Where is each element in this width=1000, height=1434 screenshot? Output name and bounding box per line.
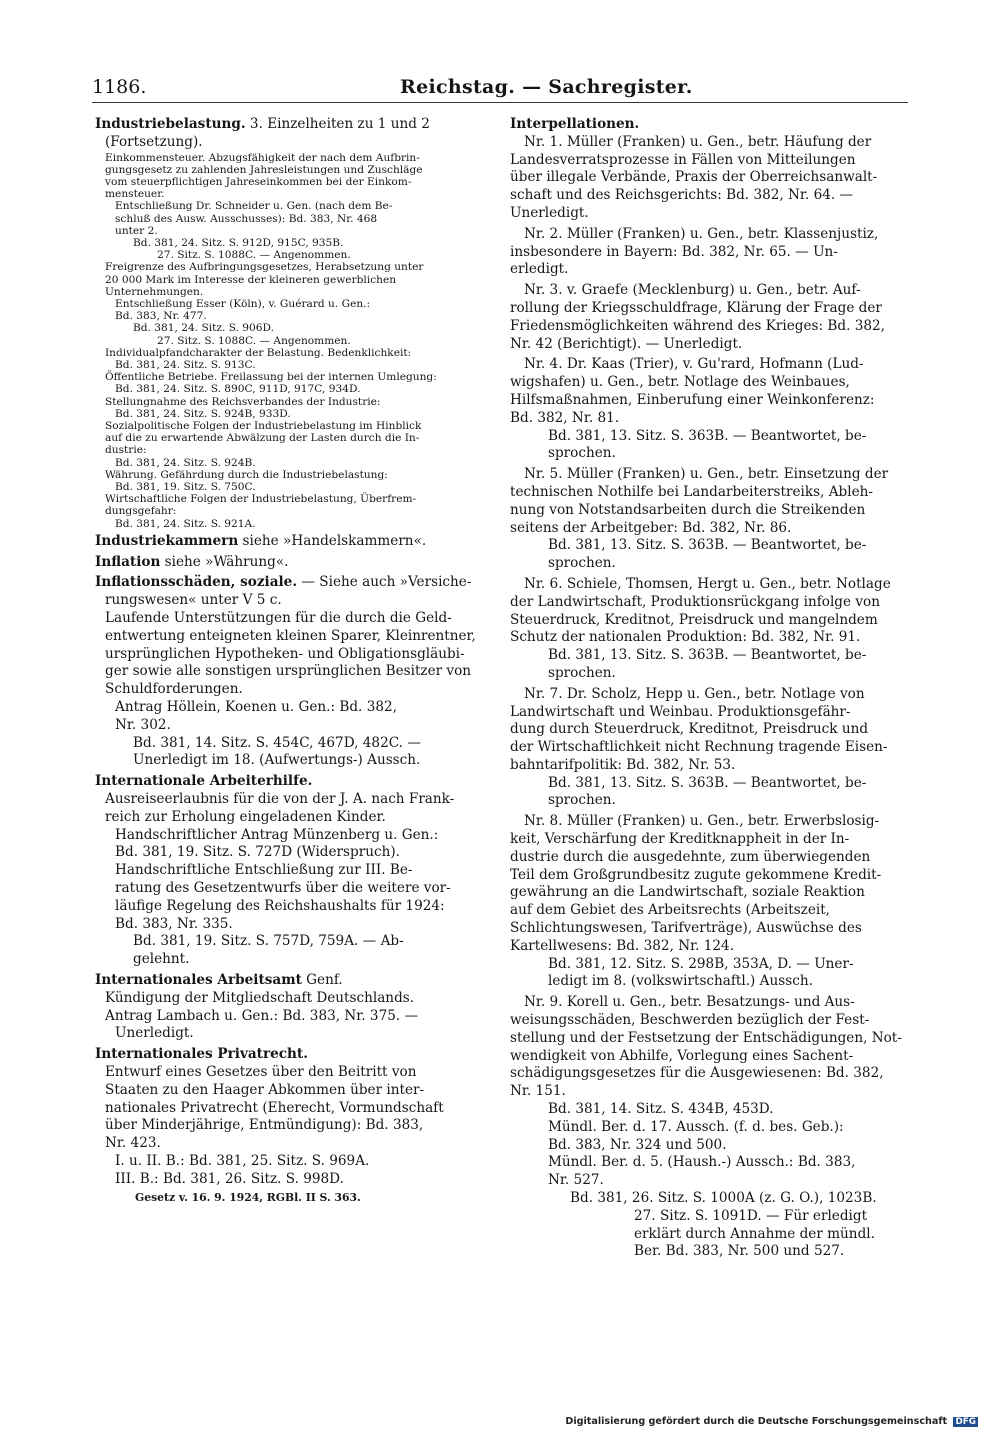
text-line: Landwirtschaft und Weinbau. Produktionsgefähr-	[510, 703, 851, 720]
text-line: schluß des Ausw. Ausschusses): Bd. 383, Nr. 468	[115, 212, 378, 225]
text-line: erledigt.	[510, 261, 569, 278]
text-line: Bd. 381, 14. Sitz. S. 454C, 467D, 482C. —	[133, 734, 421, 751]
text-line: Nr. 1. Müller (Franken) u. Gen., betr. Häufung der	[524, 133, 872, 150]
text-line: Nr. 527.	[548, 1172, 604, 1189]
entry-industriebelastung	[95, 116, 503, 530]
text-line: dung durch Steuerdruck, Kreditnot, Preisdruck und	[510, 721, 869, 738]
interpellation-2	[510, 226, 908, 279]
text-line: Stellungnahme des Reichsverbandes der Industrie:	[105, 395, 381, 408]
text-line: erklärt durch Annahme der mündl.	[634, 1225, 875, 1242]
text-line: Bd. 381, 24. Sitz. S. 921A.	[115, 517, 256, 530]
text-line: Antrag Lambach u. Gen.: Bd. 383, Nr. 375. —	[105, 1007, 419, 1024]
text-line: nationales Privatrecht (Eherecht, Vormundschaft	[105, 1099, 444, 1116]
text-line: Unerledigt.	[115, 1025, 194, 1042]
interpellation-9	[510, 994, 908, 1261]
text-line: Bd. 381, 13. Sitz. S. 363B. — Beantwortet, be-	[548, 537, 867, 554]
text-line: Nr. 6. Schiele, Thomsen, Hergt u. Gen., betr. Notlage	[524, 575, 891, 592]
text-line: Individualpfandcharakter der Belastung. Bedenklichkeit:	[105, 346, 412, 359]
interpellation-1	[510, 134, 908, 223]
text-line: Bd. 381, 19. Sitz. S. 750C.	[115, 481, 256, 494]
law-reference: Gesetz v. 16. 9. 1924, RGBl. II S. 363.	[135, 1190, 361, 1204]
text-line: ledigt im 8. (volkswirtschaftl.) Aussch.	[548, 973, 813, 990]
text-line: Bd. 381, 24. Sitz. S. 890C, 911D, 917C, 934D.	[115, 383, 361, 396]
running-title: Reichstag. — Sachregister.	[400, 76, 693, 98]
text-line: Schuldforderungen.	[105, 681, 243, 698]
interpellation-6	[510, 576, 908, 683]
interpellation-8	[510, 813, 908, 991]
text-line: Bd. 381, 14. Sitz. S. 434B, 453D.	[548, 1101, 774, 1118]
text-line: wigshafen) u. Gen., betr. Notlage des Weinbaues,	[510, 374, 850, 391]
text-line: Bd. 381, 24. Sitz. S. 906D.	[133, 322, 275, 335]
text-line: nung von Notstandsarbeiten durch die Streikenden	[510, 501, 866, 518]
text-line: Sozialpolitische Folgen der Industriebelastung im Hinblick	[105, 420, 422, 433]
text-line: Schlichtungswesen, Tarifverträge), Auswüchse des	[510, 920, 862, 937]
entry-heading: Internationales Privatrecht.	[95, 1046, 308, 1063]
entry-inflation	[95, 554, 503, 572]
text-line: sprochen.	[548, 445, 616, 462]
text-line: Bd. 381, 26. Sitz. S. 1000A (z. G. O.), 1023B.	[570, 1190, 877, 1207]
text-line: sprochen.	[548, 664, 616, 681]
text-line: über illegale Verbände, Praxis der Oberreichsanwalt-	[510, 169, 878, 186]
text-line: 27. Sitz. S. 1088C. — Angenommen.	[157, 249, 351, 262]
text-line: Nr. 42 (Berichtigt). — Unerledigt.	[510, 335, 743, 352]
interpellation-5	[510, 466, 908, 573]
text-line: Bd. 381, 19. Sitz. S. 727D (Widerspruch).	[115, 844, 400, 861]
text-line: insbesondere in Bayern: Bd. 382, Nr. 65. — Un-	[510, 243, 838, 260]
text-line: seitens der Arbeitgeber: Bd. 382, Nr. 86.	[510, 519, 792, 536]
text-line: entwertung enteigneten kleinen Sparer, Kleinrentner,	[105, 627, 476, 644]
text-line: wendigkeit von Abhilfe, Vorlegung eines Sachent-	[510, 1047, 854, 1064]
text-line: Bd. 382, Nr. 81.	[510, 409, 620, 426]
text-line: Bd. 383, Nr. 324 und 500.	[548, 1136, 727, 1153]
left-column	[95, 116, 503, 1204]
text-line: Einkommensteuer. Abzugsfähigkeit der nach dem Aufbrin-	[105, 151, 420, 164]
text-line: gelehnt.	[133, 951, 190, 968]
text-line: Nr. 3. v. Graefe (Mecklenburg) u. Gen., betr. Auf-	[524, 282, 861, 299]
text-line: III. B.: Bd. 381, 26. Sitz. S. 998D.	[115, 1170, 344, 1187]
interpellation-3	[510, 282, 908, 353]
text-line: Öffentliche Betriebe. Freilassung bei der internen Umlegung:	[105, 371, 437, 384]
text-line: sprochen.	[548, 555, 616, 572]
text-line: sprochen.	[548, 792, 616, 809]
text-line: Entschließung Dr. Schneider u. Gen. (nach dem Be-	[115, 200, 393, 213]
text-line: Nr. 9. Korell u. Gen., betr. Besatzungs- und Aus-	[524, 994, 855, 1011]
text-line: Wirtschaftliche Folgen der Industriebelastung, Überfrem-	[105, 493, 417, 506]
credit-text: Digitalisierung gefördert durch die Deutsche Forschungsgemeinschaft	[565, 1416, 948, 1427]
entry-heading: Internationales Arbeitsamt	[95, 972, 302, 989]
entry-heading-rest: — Siehe auch »Versiche-	[297, 574, 472, 591]
text-line: ger sowie alle sonstigen ursprünglichen Besitzer von	[105, 663, 472, 680]
text-line: stellung und der Festsetzung der Entschädigungen, Not-	[510, 1029, 902, 1046]
text-line: Kündigung der Mitgliedschaft Deutschlands.	[105, 989, 415, 1006]
text-line: rungswesen« unter V 5 c.	[105, 592, 282, 609]
text-line: Antrag Höllein, Koenen u. Gen.: Bd. 382,	[115, 699, 397, 716]
text-line: Nr. 8. Müller (Franken) u. Gen., betr. Erwerbslosig-	[524, 813, 880, 830]
entry-heading: Inflationsschäden, soziale.	[95, 574, 298, 591]
text-line: 27. Sitz. S. 1088C. — Angenommen.	[157, 334, 351, 347]
text-line: 27. Sitz. S. 1091D. — Für erledigt	[634, 1207, 868, 1224]
section-heading: Interpellationen.	[510, 116, 640, 132]
text-line: Nr. 302.	[115, 716, 171, 733]
text-line: Bd. 381, 13. Sitz. S. 363B. — Beantwortet, be-	[548, 774, 867, 791]
entry-internationales-arbeitsamt	[95, 972, 503, 1043]
text-line: 20 000 Mark im Interesse der kleineren gewerblichen	[105, 273, 397, 286]
text-line: Bd. 383, Nr. 335.	[115, 915, 233, 932]
text-line: ratung des Gesetzentwurfs über die weitere vor-	[115, 880, 451, 897]
dfg-logo: DFG	[955, 1417, 976, 1427]
text-line: Bd. 381, 24. Sitz. S. 913C.	[115, 359, 256, 372]
text-line: vom steuerpflichtigen Jahreseinkommen bei der Einkom-	[105, 176, 412, 188]
right-column	[510, 116, 908, 1261]
page-number: 1186.	[92, 76, 147, 98]
text-line: schaft und des Reichsgerichts: Bd. 382, Nr. 64. —	[510, 187, 854, 204]
text-line: ursprünglichen Hypotheken- und Obligationsgläubi-	[105, 645, 465, 662]
text-line: über Minderjährige, Entmündigung): Bd. 383,	[105, 1117, 424, 1134]
text-line: Laufende Unterstützungen für die durch die Geld-	[105, 610, 452, 627]
text-line: auf dem Gebiet des Arbeitsrechts (Arbeitszeit,	[510, 902, 831, 919]
interpellation-4	[510, 356, 908, 463]
text-line: Steuerdruck, Kreditnot, Preisdruck und mangelndem	[510, 611, 878, 628]
text-line: gewährung an die Landwirtschaft, soziale Reaktion	[510, 884, 865, 901]
text-line: Entwurf eines Gesetzes über den Beitritt von	[105, 1064, 417, 1080]
text-line: Ausreiseerlaubnis für die von der J. A. nach Frank-	[105, 791, 455, 808]
text-line: Kartellwesens: Bd. 382, Nr. 124.	[510, 937, 735, 954]
text-line: Nr. 423.	[105, 1135, 161, 1152]
entry-heading: Industriekammern	[95, 532, 239, 549]
entry-heading-rest: siehe »Währung«.	[160, 553, 289, 570]
text-line: Bd. 381, 19. Sitz. S. 757D, 759A. — Ab-	[133, 933, 404, 950]
text-line: schädigungsgesetzes für die Ausgewiesenen: Bd. 382,	[510, 1065, 884, 1082]
text-line: keit, Verschärfung der Kreditknappheit in der In-	[510, 831, 850, 848]
text-line: unter 2.	[115, 224, 158, 237]
entry-heading-rest: 3. Einzelheiten zu 1 und 2	[245, 116, 430, 132]
text-line: läufige Regelung des Reichshaushalts für 1924:	[115, 897, 445, 914]
text-line: bahntarifpolitik: Bd. 382, Nr. 53.	[510, 756, 736, 773]
text-line: Nr. 2. Müller (Franken) u. Gen., betr. Klassenjustiz,	[524, 225, 879, 242]
entry-industriekammern	[95, 533, 503, 551]
text-line: der Landwirtschaft, Produktionsrückgang infolge von	[510, 593, 880, 610]
entry-heading-rest: siehe »Handelskammern«.	[238, 532, 427, 549]
text-line: reich zur Erholung eingeladenen Kinder.	[105, 808, 386, 825]
text-line: rollung der Kriegsschuldfrage, Klärung der Frage der	[510, 299, 882, 316]
text-line: (Fortsetzung).	[105, 133, 203, 150]
entry-internationale-arbeiterhilfe	[95, 773, 503, 969]
text-line: auf die zu erwartende Abwälzung der Lasten durch die In-	[105, 432, 420, 445]
text-line: Unerledigt.	[510, 204, 589, 221]
text-line: Nr. 7. Dr. Scholz, Hepp u. Gen., betr. Notlage von	[524, 685, 865, 702]
text-line: Bd. 381, 24. Sitz. S. 912D, 915C, 935B.	[133, 237, 344, 250]
text-line: Nr. 5. Müller (Franken) u. Gen., betr. Einsetzung der	[524, 466, 889, 483]
text-line: Hilfsmaßnahmen, Einberufung einer Weinkonferenz:	[510, 391, 875, 408]
text-line: Mündl. Ber. d. 17. Aussch. (f. d. bes. Geb.):	[548, 1118, 844, 1135]
text-line: Entschließung Esser (Köln), v. Guérard u. Gen.:	[115, 298, 371, 311]
text-line: weisungsschäden, Beschwerden bezüglich der Fest-	[510, 1012, 870, 1029]
text-line: Unerledigt im 18. (Aufwertungs-) Aussch.	[133, 752, 421, 769]
header-rule	[92, 102, 908, 103]
text-line: Teil dem Großgrundbesitz zugute gekommene Kredit-	[510, 866, 882, 883]
text-line: Bd. 381, 12. Sitz. S. 298B, 353A, D. — Uner-	[548, 955, 854, 972]
entry-internationales-privatrecht	[95, 1046, 503, 1203]
text-line: Staaten zu den Haager Abkommen über inter-	[105, 1081, 425, 1098]
text-line: Friedensmöglichkeiten während des Krieges: Bd. 382,	[510, 317, 885, 334]
text-line: Nr. 151.	[510, 1083, 566, 1100]
text-line: Landesverratsprozesse in Fällen von Mitteilungen	[510, 151, 856, 168]
text-line: Bd. 381, 24. Sitz. S. 924B, 933D.	[115, 407, 291, 420]
text-line: dustrie:	[105, 444, 147, 457]
text-line: Unternehmungen.	[105, 285, 204, 298]
text-line: technischen Nothilfe bei Landarbeiterstreiks, Ableh-	[510, 483, 873, 500]
entry-heading-rest: Genf.	[301, 972, 343, 989]
text-line: der Wirtschaftlichkeit nicht Rechnung tragende Eisen-	[510, 739, 888, 756]
text-line: Bd. 383, Nr. 477.	[115, 310, 207, 323]
text-line: mensteuer.	[105, 188, 165, 201]
text-line: Freigrenze des Aufbringungsgesetzes, Herabsetzung unter	[105, 261, 424, 274]
entry-heading: Internationale Arbeiterhilfe.	[95, 773, 313, 790]
text-line: Nr. 4. Dr. Kaas (Trier), v. Gu'rard, Hofmann (Lud-	[524, 356, 864, 373]
text-line: Bd. 381, 13. Sitz. S. 363B. — Beantwortet, be-	[548, 647, 867, 664]
text-line: Handschriftliche Entschließung zur III. Be-	[115, 862, 413, 879]
entry-heading: Industriebelastung.	[95, 116, 246, 132]
entry-heading: Inflation	[95, 553, 161, 570]
text-line: Währung. Gefährdung durch die Industriebelastung:	[105, 468, 388, 481]
text-line: dustrie durch die ausgedehnte, zum überwiegenden	[510, 848, 871, 865]
text-line: dungsgefahr:	[105, 505, 177, 518]
text-line: Ber. Bd. 383, Nr. 500 und 527.	[634, 1243, 845, 1260]
entry-inflationsschaeden	[95, 574, 503, 770]
text-line: I. u. II. B.: Bd. 381, 25. Sitz. S. 969A.	[115, 1152, 370, 1169]
digitization-credit	[565, 1416, 978, 1427]
text-line: Bd. 381, 13. Sitz. S. 363B. — Beantwortet, be-	[548, 427, 867, 444]
text-line: gungsgesetz zu zahlenden Jahresleistungen und Zuschläge	[105, 163, 423, 176]
text-line: Handschriftlicher Antrag Münzenberg u. Gen.:	[115, 826, 439, 843]
text-line: Mündl. Ber. d. 5. (Haush.-) Aussch.: Bd. 383,	[548, 1154, 856, 1171]
text-line: Schutz der nationalen Produktion: Bd. 382, Nr. 91.	[510, 629, 861, 646]
text-line: Bd. 381, 24. Sitz. S. 924B.	[115, 456, 256, 469]
interpellation-7	[510, 686, 908, 811]
